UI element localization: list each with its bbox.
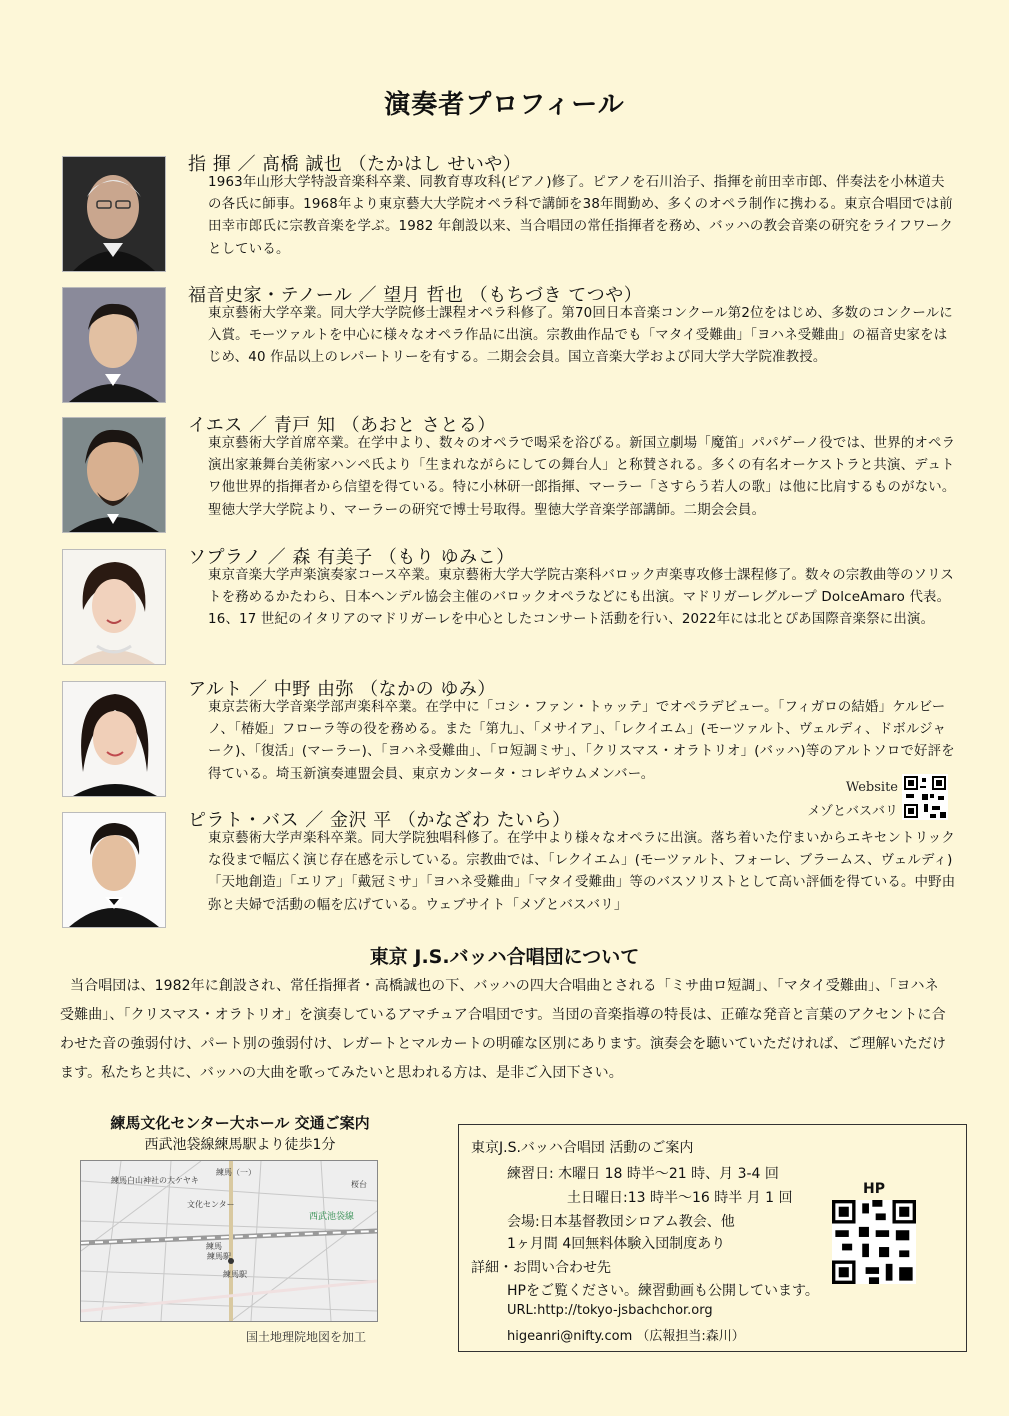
website-label: Website (845, 780, 898, 795)
homepage-qr-code-icon[interactable] (832, 1200, 916, 1284)
profile-name: 指 揮 ／ 髙橋 誠也 （たかはし せいや） (188, 154, 522, 175)
contact-title: 詳細・お問い合わせ先 (471, 1260, 611, 1276)
photo-bass (62, 812, 166, 928)
website-qr-code-icon[interactable] (902, 774, 948, 820)
venue: 会場:日本基督教団シロアム教会、他 (507, 1214, 735, 1230)
photo-soprano (62, 549, 166, 665)
access-title: 練馬文化センター大ホール 交通ご案内 (110, 1114, 370, 1132)
practice-schedule-weekday: 練習日: 木曜日 18 時半～21 時、月 3-4 回 (507, 1166, 779, 1182)
profile-name: アルト ／ 中野 由弥 （なかの ゆみ） (188, 679, 496, 700)
about-title: 東京 J.S.バッハ合唱団について (369, 946, 640, 968)
contact-email-link[interactable]: higeanri@nifty.com （広報担当:森川） (507, 1329, 745, 1344)
profile-description: 東京藝術大学卒業。同大学大学院修士課程オペラ科修了。第70回日本音楽コンクール第2位をはじめ、多数のコンクールに入賞。モーツァルトを中心に様々なオペラ作品に出演。宗教曲作品でも「マタイ受難曲」「ヨハネ受難曲」の福音史家をはじめ、40 作品以上のレパートリーを有する。二期会会員。国立音楽大学および同大学大学院准教授。 (208, 306, 953, 366)
map-label-station2: 練馬駅 (223, 1270, 247, 1279)
profile-description: 東京音楽大学声楽演奏家コース卒業。東京藝術大学大学院古楽科バロック声楽専攻修士課程修了。数々の宗教曲等のソリストを務めるかたわら、日本ヘンデル協会主催のバロックオペラなどにも出演。マドリガーレグループ DolceAmaro 代表。16、17 世紀のイタリアのマドリガーレを中心としたコンサート活動を行い、2022年には北とぴあ国際音楽祭に出演。 (208, 568, 955, 628)
map-credit: 国土地理院地図を加工 (246, 1330, 367, 1344)
page-title: 演奏者プロフィール (384, 90, 625, 120)
map-label-shrine: 練馬白山神社の大ケヤキ (111, 1176, 199, 1185)
website-name: メゾとバスバリ (807, 804, 898, 819)
trial-info: 1ヶ月間 4回無料体験入団制度あり (507, 1236, 726, 1252)
access-map (80, 1160, 378, 1322)
profile-description: 東京藝術大学首席卒業。在学中より、数々のオペラで喝采を浴びる。新国立劇場「魔笛」パパゲーノ役では、世界的オペラ演出家兼舞台美術家ハンペ氏より「生まれながらにしての舞台人」と称賛される。多くの有名オーケストラと共演、デュトワ他世界的指揮者から信望を得ている。特に小林研一郎指揮、マーラー「さすらう若人の歌」は他に比肩するものがない。聖徳大学大学院より、マーラーの研究で博士号取得。聖徳大学音楽学部講師。二期会会員。 (208, 436, 956, 518)
profile-description: 1963年山形大学特設音楽科卒業、同教育専攻科(ピアノ)修了。ピアノを石川治子、指揮を前田幸市郎、伴奏法を小林道夫の各氏に師事。1968年より東京藝大大学院オペラ科で講師を38年間勤め、多くのオペラ制作に携わる。東京合唱団では前田幸市郎氏に宗教音楽を学ぶ。1982 年創設以来、当合唱団の常任指揮者を務め、バッハの教会音楽の研究をライフワークとしている。 (208, 175, 953, 257)
profile-name: ソプラノ ／ 森 有美子 （もり ゆみこ） (188, 547, 515, 568)
map-label-station: 練馬駅 (207, 1252, 231, 1261)
photo-evangelist (62, 287, 166, 403)
profile-description: 東京藝術大学声楽科卒業。同大学院独唱科修了。在学中より様々なオペラに出演。落ち着いた佇まいからエキセントリックな役まで幅広く演じ存在感を示している。宗教曲では、「レクイエム」(モーツァルト、フォーレ、ブラームス、ヴェルディ)「天地創造」「エリア」「戴冠ミサ」「ヨハネ受難曲」「マタイ受難曲」等のバスソリストとして高い評価を得ている。中野由弥と夫婦で活動の幅を広げている。ウェブサイト「メゾとバスバリ」 (208, 831, 956, 913)
access-subtitle: 西武池袋線練馬駅より徒歩1分 (144, 1137, 336, 1153)
photo-conductor (62, 156, 166, 272)
website-url-link[interactable]: URL:http://tokyo-jsbachchor.org (507, 1303, 713, 1318)
practice-schedule-weekend: 土日曜日:13 時半～16 時半 月 1 回 (567, 1190, 793, 1206)
photo-jesus (62, 417, 166, 533)
about-text: 当合唱団は、1982年に創設され、常任指揮者・高橋誠也の下、バッハの四大合唱曲とされる「ミサ曲ロ短調」、「マタイ受難曲」、「ヨハネ受難曲」、「クリスマス・オラトリオ」を演奏しているアマチュア合唱団です。当団の音楽指導の特長は、正確な発音と言葉のアクセントに合わせた音の強弱付け、パート別の強弱付け、レガートとマルカートの明確な区別にあります。演奏会を聴いていただければ、ご理解いただけます。私たちと共に、バッハの大曲を歌ってみたいと思われる方は、是非ご入団下さい。 (60, 978, 947, 1081)
profile-description: 東京芸術大学音楽学部声楽科卒業。在学中に「コシ・ファン・トゥッテ」でオペラデビュー。「フィガロの結婚」ケルビーノ、「椿姫」フローラ等の役を務める。また「第九」、「メサイア」、「レクイエム」(モーツァルト、ヴェルディ、ドボルジャーク)、「復活」(マーラー)、「ヨハネ受難曲」、「ロ短調ミサ」、「クリスマス・オラトリオ」(バッハ)等のアルトソロで好評を得ている。埼玉新演奏連盟会員、東京カンタータ・コレギウムメンバー。 (208, 700, 955, 782)
photo-alto (62, 681, 166, 797)
map-label-center: 文化センター (187, 1200, 235, 1209)
map-label-nerima2: 練馬 (206, 1242, 222, 1251)
map-label-line: 西武池袋線 (309, 1212, 355, 1222)
profile-name: 福音史家・テノール ／ 望月 哲也 （もちづき てつや） (188, 285, 643, 306)
map-label-nerima: 練馬（一） (216, 1168, 256, 1177)
profile-name: ピラト・バス ／ 金沢 平 （かなざわ たいら） (188, 810, 571, 831)
activity-title: 東京J.S.バッハ合唱団 活動のご案内 (471, 1140, 694, 1156)
contact-text: HPをご覧ください。練習動画も公開しています。 (507, 1283, 819, 1299)
map-label-sakura: 桜台 (351, 1180, 367, 1189)
hp-label: HP (863, 1181, 885, 1197)
profile-name: イエス ／ 青戸 知 （あおと さとる） (188, 415, 496, 436)
